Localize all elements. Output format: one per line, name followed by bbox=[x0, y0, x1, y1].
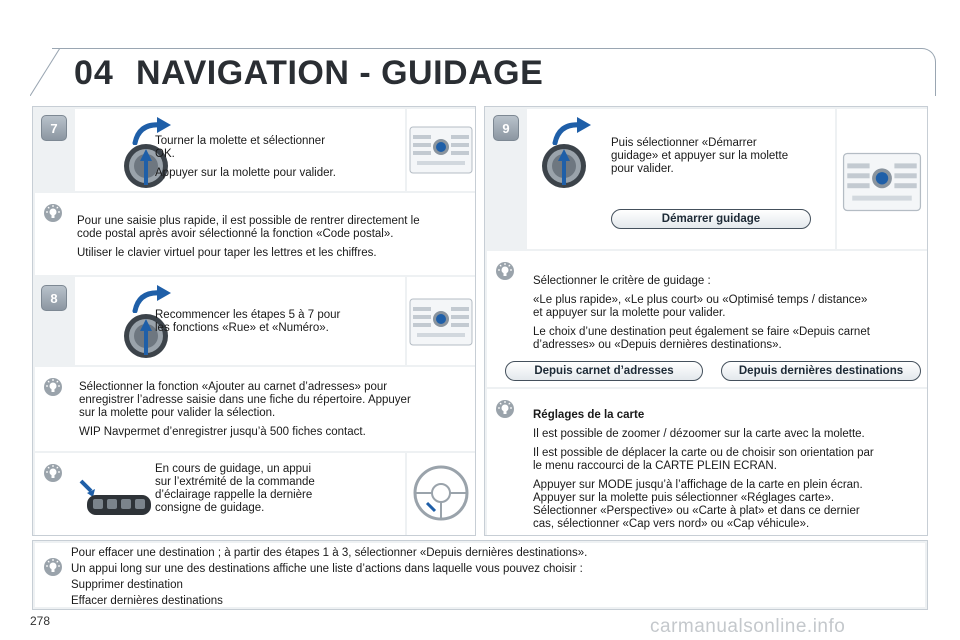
lightbulb-icon bbox=[495, 399, 515, 419]
step8-line-2: les fonctions «Rue» et «Numéro». bbox=[155, 322, 329, 334]
from-recent-destinations-button[interactable]: Depuis dernières destinations bbox=[721, 361, 921, 381]
step8-image-cell bbox=[407, 277, 475, 365]
tip5-line-7: cas, sélectionner «Cap vers nord» ou «Cap véhicule». bbox=[533, 518, 810, 530]
lightbulb-icon bbox=[43, 557, 63, 577]
start-guidance-button[interactable]: Démarrer guidage bbox=[611, 209, 811, 229]
tip5-line-1: Il est possible de zoomer / dézoomer sur la carte avec la molette. bbox=[533, 428, 865, 440]
radio-panel-icon bbox=[841, 151, 923, 213]
tip5-cell bbox=[487, 389, 927, 535]
page-number: 278 bbox=[30, 614, 51, 628]
step8-content-cell bbox=[75, 277, 405, 365]
step7-line-2: OK. bbox=[155, 148, 175, 160]
step8-line-1: Recommencer les étapes 5 à 7 pour bbox=[155, 309, 341, 321]
tip6-line-2: Un appui long sur une des destinations affiche une liste d’actions dans laquelle vous pouvez choisir : bbox=[71, 563, 583, 575]
lightbulb-icon bbox=[43, 203, 63, 223]
steering-wheel-icon bbox=[411, 463, 471, 523]
watermark: carmanualsonline.info bbox=[650, 616, 846, 637]
right-panel bbox=[484, 106, 928, 536]
step-badge-7: 7 bbox=[41, 115, 67, 141]
tip1-line-3: Utiliser le clavier virtuel pour taper les lettres et les chiffres. bbox=[77, 247, 377, 259]
tip4-line-2: «Le plus rapide», «Le plus court» ou «Optimisé temps / distance» bbox=[533, 294, 868, 306]
step8-text bbox=[155, 309, 385, 335]
tip2-cell bbox=[35, 367, 475, 451]
from-address-book-button[interactable]: Depuis carnet d’adresses bbox=[505, 361, 703, 381]
tip5-text bbox=[533, 409, 925, 531]
rotary-knob-icon bbox=[539, 141, 589, 191]
tip6-text bbox=[71, 547, 921, 608]
tip1-text bbox=[77, 215, 471, 260]
tip3-content-cell bbox=[35, 453, 405, 535]
tip3-line-2: sur l’extrémité de la commande bbox=[155, 476, 315, 488]
tip1-line-2: code postal après avoir sélectionné la fonction «Code postal». bbox=[77, 228, 394, 240]
tip1-cell bbox=[35, 193, 475, 275]
step9-line-2: guidage» et appuyer sur la molette bbox=[611, 150, 789, 162]
tip5-line-5: Appuyer sur la molette puis sélectionner «Réglages carte». bbox=[533, 492, 835, 504]
tip4-line-5: d’adresses» ou «Depuis dernières destinations». bbox=[533, 339, 782, 351]
step9-image-cell bbox=[837, 109, 927, 249]
step9-text bbox=[611, 137, 831, 176]
tip3-image-cell bbox=[407, 453, 475, 535]
tip5-line-3: le menu raccourci de la CARTE PLEIN ECRAN. bbox=[533, 460, 777, 472]
tip3-text bbox=[155, 463, 395, 515]
tip2-line-4: WIP Navpermet d’enregistrer jusqu’à 500 fiches contact. bbox=[79, 426, 366, 438]
step7-image-cell bbox=[407, 109, 475, 191]
chapter-number: 04 bbox=[74, 54, 114, 92]
tip5-title: Réglages de la carte bbox=[533, 409, 645, 421]
radio-panel-icon bbox=[409, 125, 473, 175]
page-title: NAVIGATION - GUIDAGE bbox=[136, 54, 544, 92]
tip3-line-1: En cours de guidage, un appui bbox=[155, 463, 312, 475]
tip5-line-4: Appuyer sur MODE jusqu’à l’affichage de la carte en plein écran. bbox=[533, 479, 863, 491]
tip4-cell bbox=[487, 251, 927, 387]
step7-line-1: Tourner la molette et sélectionner bbox=[155, 135, 326, 147]
step9-content-cell bbox=[527, 109, 835, 249]
step7-line-3: Appuyer sur la molette pour valider. bbox=[155, 167, 336, 179]
tip5-line-6: Sélectionner «Perspective» ou «Carte à plat» et dans ce dernier bbox=[533, 505, 860, 517]
tip4-line-4: Le choix d’une destination peut également se faire «Depuis carnet bbox=[533, 326, 870, 338]
tip4-line-1: Sélectionner le critère de guidage : bbox=[533, 275, 711, 287]
tip6-line-1: Pour effacer une destination ; à partir des étapes 1 à 3, sélectionner «Depuis dernières destinations». bbox=[71, 547, 588, 559]
bottom-panel bbox=[32, 540, 928, 610]
tip6-cell bbox=[35, 543, 925, 607]
tip6-line-3: Supprimer destination bbox=[71, 579, 183, 591]
tip6-line-4: Effacer dernières destinations bbox=[71, 595, 223, 607]
step-badge-8: 8 bbox=[41, 285, 67, 311]
tip4-line-3: et appuyer sur la molette pour valider. bbox=[533, 307, 726, 319]
tip3-line-3: d’éclairage rappelle la dernière bbox=[155, 489, 313, 501]
tip1-line-1: Pour une saisie plus rapide, il est possible de rentrer directement le bbox=[77, 215, 420, 227]
step9-line-1: Puis sélectionner «Démarrer bbox=[611, 137, 757, 149]
tip2-text bbox=[79, 381, 473, 439]
tip5-line-2: Il est possible de déplacer la carte ou de choisir son orientation par bbox=[533, 447, 874, 459]
step7-text bbox=[155, 135, 385, 180]
tip4-text bbox=[533, 275, 925, 352]
radio-panel-icon bbox=[409, 297, 473, 347]
tip2-line-1: Sélectionner la fonction «Ajouter au carnet d’adresses» pour bbox=[79, 381, 388, 393]
lightbulb-icon bbox=[495, 261, 515, 281]
step9-line-3: pour valider. bbox=[611, 163, 674, 175]
step7-content-cell bbox=[75, 109, 405, 191]
step-badge-9: 9 bbox=[493, 115, 519, 141]
lightbulb-icon bbox=[43, 463, 63, 483]
lightbulb-icon bbox=[43, 377, 63, 397]
tip2-line-3: sur la molette pour valider la sélection. bbox=[79, 407, 276, 419]
lighting-stalk-icon bbox=[73, 477, 153, 521]
tip2-line-2: enregistrer l’adresse saisie dans une fiche du répertoire. Appuyer bbox=[79, 394, 411, 406]
left-panel bbox=[32, 106, 476, 536]
tip3-line-4: consigne de guidage. bbox=[155, 502, 265, 514]
